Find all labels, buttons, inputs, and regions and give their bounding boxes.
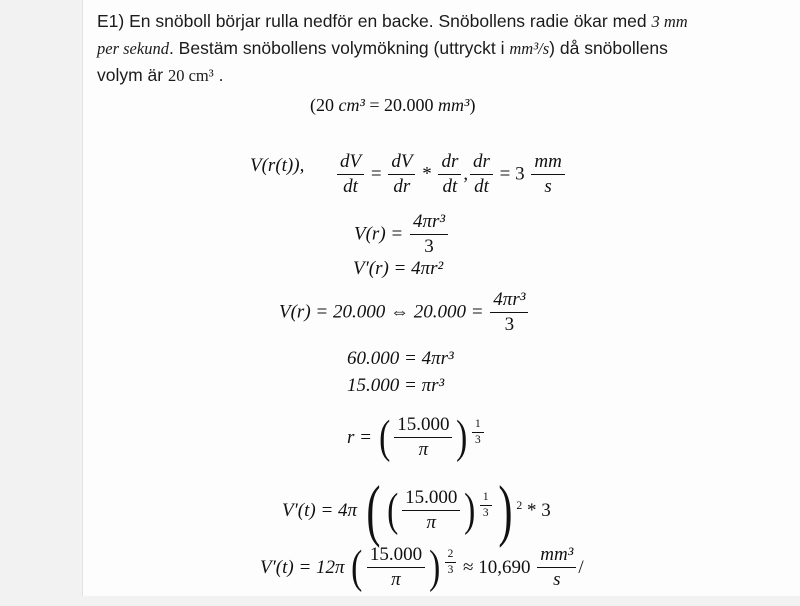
step-60000: 60.000 = 4πr³ [347, 348, 454, 369]
final-exponent [443, 549, 459, 578]
conversion-lhs-value: 20 [316, 95, 334, 115]
vprime-inner-exp-numerator: 1 [480, 491, 492, 506]
rate-unit-fraction [531, 151, 564, 198]
function-notation: V(r(t)), [250, 155, 305, 176]
dt-denominator-2: dt [442, 175, 458, 197]
volume-formula-fraction [410, 211, 448, 258]
volume-formula [354, 212, 450, 259]
left-margin-strip [0, 0, 83, 606]
final-exp-denominator: 3 [447, 564, 454, 577]
paren-open: ( [310, 95, 316, 115]
problem-volume: 20 cm³ [167, 66, 214, 85]
paren-close: ) [469, 95, 476, 115]
vprime-multiplier: * 3 [526, 499, 551, 521]
final-fraction [367, 544, 425, 591]
final-denominator: π [391, 569, 401, 591]
final-value: 10,690 [478, 556, 531, 578]
final-answer [260, 542, 584, 595]
dr-numerator-2: dr [470, 151, 493, 175]
vprime-inner-exponent-fraction [480, 491, 492, 520]
solve-r-fraction [394, 414, 452, 461]
problem-text-1: En snöboll börjar rulla nedför en backe. Snöbollens radie ökar med [129, 11, 652, 31]
dt-denominator-3: dt [474, 175, 489, 197]
chain-rule-equation [335, 152, 468, 199]
vprime-inner-exponent [478, 492, 494, 521]
final-approx-symbol: ≈ [463, 556, 474, 578]
problem-statement [97, 8, 707, 89]
solve-r-exponent-fraction [472, 418, 484, 447]
dr-denominator: dr [393, 175, 411, 197]
chain-comma: , [463, 163, 469, 185]
conversion-equals: = [369, 95, 380, 115]
solve-r-exponent [470, 419, 486, 448]
dr-dt-fraction-2 [470, 151, 493, 198]
paren-left-huge: ( [366, 471, 381, 548]
dr-numerator: dr [438, 151, 461, 175]
document-content [82, 0, 800, 596]
dV-numerator: dV [337, 151, 364, 175]
rate-equals: = [499, 163, 511, 185]
paren-left-big: ( [378, 411, 391, 463]
chain-times: * [422, 163, 432, 185]
final-unit-numerator: mm³ [537, 544, 576, 568]
bottom-margin-strip [0, 596, 800, 606]
paren-right-huge: ) [497, 471, 513, 548]
paren-right-big: ) [456, 411, 468, 463]
dV-dr-fraction [388, 151, 415, 198]
solve-r-lhs: r = [347, 426, 372, 448]
paren-left-big-3: ( [351, 541, 363, 593]
dt-denominator: dt [343, 175, 358, 197]
paren-left-big-2: ( [386, 484, 398, 536]
volume-denominator: 3 [424, 235, 434, 257]
vprime-numerator: 15.000 [402, 487, 460, 511]
dV-dt-fraction [337, 151, 364, 198]
vprime-denominator: π [426, 512, 436, 534]
set-equal-equation [279, 290, 530, 337]
vprime-lhs: V′(t) = 4π [282, 499, 358, 521]
rate-unit-denominator: s [544, 175, 552, 197]
solve-r-exp-denominator: 3 [475, 434, 481, 447]
chain-equals: = [370, 163, 382, 185]
rate-unit-numerator: mm [531, 151, 564, 175]
step-15000: 15.000 = πr³ [347, 375, 445, 396]
volume-formula-lhs: V(r) = [354, 223, 404, 245]
volume-numerator: 4πr³ [410, 211, 448, 235]
solve-r-denominator: π [418, 439, 429, 461]
solve-r-exp-numerator: 1 [472, 418, 484, 433]
final-exp-numerator: 2 [445, 548, 457, 563]
conversion-rhs-value: 20.000 [384, 95, 434, 115]
derivative-formula: V′(r) = 4πr² [353, 258, 444, 279]
final-trailing-slash: / [578, 556, 584, 578]
final-numerator: 15.000 [367, 544, 425, 568]
set-equal-fraction [490, 289, 528, 336]
dV-numerator-2: dV [388, 151, 415, 175]
rate-value: 3 [515, 163, 525, 185]
problem-text-3: ) då snöbollens volym är [97, 38, 668, 85]
set-equal-lhs: V(r) = 20.000 ⇔ 20.000 = [279, 301, 484, 323]
problem-text-2: . Bestäm snöbollens volymökning (uttryckt i [168, 38, 510, 58]
solve-r-numerator: 15.000 [394, 414, 452, 438]
paren-right-big-3: ) [429, 541, 441, 593]
conversion-rhs-unit: mm³ [438, 95, 470, 115]
problem-unit: mm³/s [509, 39, 550, 58]
problem-rate: 3 mm per sekund [97, 12, 688, 58]
vprime-fraction [402, 487, 460, 534]
problem-text-4: . [213, 65, 224, 85]
final-exponent-fraction [445, 548, 457, 577]
vprime-inner-exp-denominator: 3 [482, 507, 489, 520]
final-unit-denominator: s [553, 569, 561, 591]
set-equal-numerator: 4πr³ [490, 289, 528, 313]
set-equal-denominator: 3 [504, 313, 515, 335]
conversion-lhs-unit: cm³ [338, 95, 365, 115]
final-unit-fraction [537, 544, 576, 591]
unit-conversion-line [310, 95, 475, 116]
solve-for-r [347, 412, 486, 465]
vprime-substituted: V′(t) = 4π ( ( $\frac{15.000}{\pi}$ ) $\frac{1}{3}$ ) 2 * 3 [282, 471, 551, 548]
paren-right-big-2: ) [464, 484, 476, 536]
problem-label: E1) [97, 11, 125, 31]
rate-equation [468, 152, 567, 199]
dr-dt-fraction [438, 151, 461, 198]
final-lhs: V′(t) = 12π [260, 556, 345, 578]
